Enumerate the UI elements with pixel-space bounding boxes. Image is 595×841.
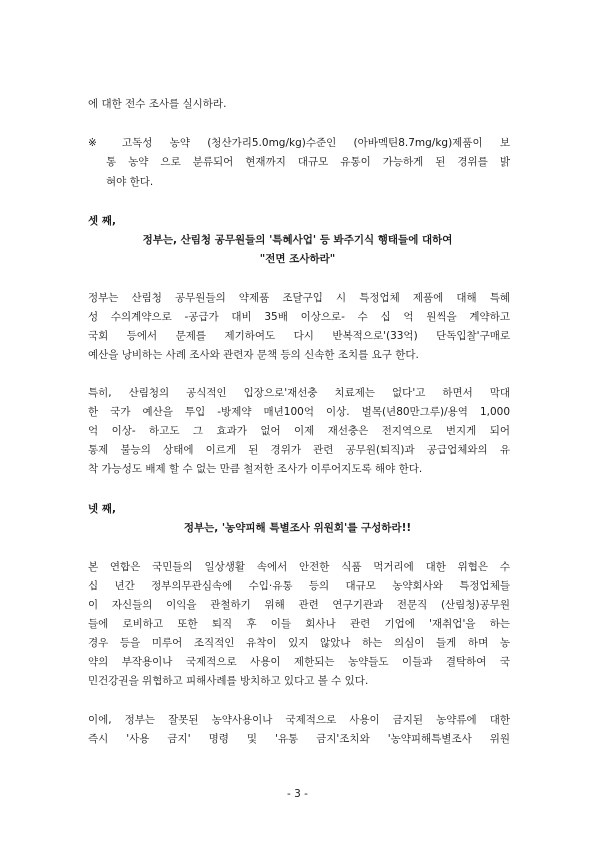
section-3-paragraph-1-line: 정부는 산림청 공무원들의 약제품 조달구입 시 특정업체 제품에 대해 특혜	[88, 292, 510, 304]
section-4-number: 넷 째,	[88, 503, 116, 515]
section-4-title: 정부는, '농약피해 특별조사 위원회'를 구성하라!!	[183, 522, 412, 534]
note-mark: ※	[88, 137, 97, 149]
section-3-paragraph-2-line: 착 가능성도 배제 할 수 없는 만큼 철저한 조사가 이루어지도록 해야 한다.	[88, 463, 423, 475]
section-3-title: 정부는, 산림청 공무원들의 '특혜사업' 등 봐주기식 행태들에 대하여	[142, 234, 453, 246]
section-3-paragraph-2-line: 통제 불능의 상태에 이르게 된 경위가 관련 공무원(퇴직)과 공급업체와의 유	[88, 444, 510, 456]
section-4-paragraph-1-line: 이 자신들의 이익을 관철하기 위해 관련 연구기관과 전문직 (산림청)공무원	[88, 599, 510, 611]
section-3-paragraph-1-line: 성 수의계약으로 -공급가 대비 35배 이상으로- 수 십 억 원씩을 계약하고	[88, 311, 510, 323]
note-line-1: 고독성 농약 (청산가리5.0mg/kg)수준인 (아바멕틴8.7mg/kg)제품이 보	[122, 137, 510, 149]
section-3-paragraph-1-line: 예산을 낭비하는 사례 조사와 관련자 문책 등의 신속한 조치를 요구 한다.	[88, 349, 419, 361]
section-4-paragraph-2-line: 즉시 '사용 금지' 명령 및 '유통 금지'조치와 '농약피해특별조사 위원	[88, 733, 510, 745]
note-line-3: 혀야 한다.	[106, 176, 154, 188]
section-3-paragraph-2-line: 억 이상- 하고도 그 효과가 없어 이제 재선충은 전지역으로 번지게 되어	[88, 425, 510, 437]
section-4-paragraph-1-line: 들에 로비하고 또한 퇴직 후 이들 회사나 관련 기업에 '재취업'을 하는	[88, 618, 510, 630]
section-3-title-emphasis: "전면 조사하라"	[259, 253, 336, 265]
section-4-paragraph-1-line: 십 년간 정부의무관심속에 수입·유통 등의 대규모 농약회사와 특정업체들	[88, 580, 510, 592]
intro-line: 에 대한 전수 조사를 실시하라.	[88, 98, 227, 110]
section-3-number: 셋 째,	[88, 215, 116, 227]
note-line-2: 통 농약 으로 분류되어 현재까지 대규모 유통이 가능하게 된 경위를 밝	[106, 156, 510, 168]
section-3-paragraph-2-line: 특히, 산림청의 공식적인 입장으로'재선충 치료제는 없다'고 하면서 막대	[88, 387, 510, 399]
page-number: - 3 -	[287, 788, 308, 800]
section-4-paragraph-1-line: 경우 등을 미루어 조직적인 유착이 있지 않았나 하는 의심이 들게 하며 농	[88, 637, 510, 649]
section-4-paragraph-1-line: 본 연합은 국민들의 일상생활 속에서 안전한 식품 먹거리에 대한 위협은 수	[88, 561, 510, 573]
section-4-paragraph-1-line: 민건강권을 위협하고 피해사례를 방치하고 있다고 볼 수 있다.	[88, 675, 369, 687]
section-4-paragraph-1-line: 약의 부작용이나 국제적으로 사용이 제한되는 농약들도 이들과 결탁하여 국	[88, 656, 510, 668]
section-4-paragraph-2-line: 이에, 정부는 잘못된 농약사용이나 국제적으로 사용이 금지된 농약류에 대한	[88, 714, 510, 726]
section-3-paragraph-1-line: 국회 등에서 문제를 제기하여도 다시 반복적으로'(33억) 단독입찰'구매로	[88, 330, 510, 342]
section-3-paragraph-2-line: 한 국가 예산을 투입 -방제약 매년100억 이상. 벌목(년80만그루)/용역 1,000	[88, 406, 510, 418]
